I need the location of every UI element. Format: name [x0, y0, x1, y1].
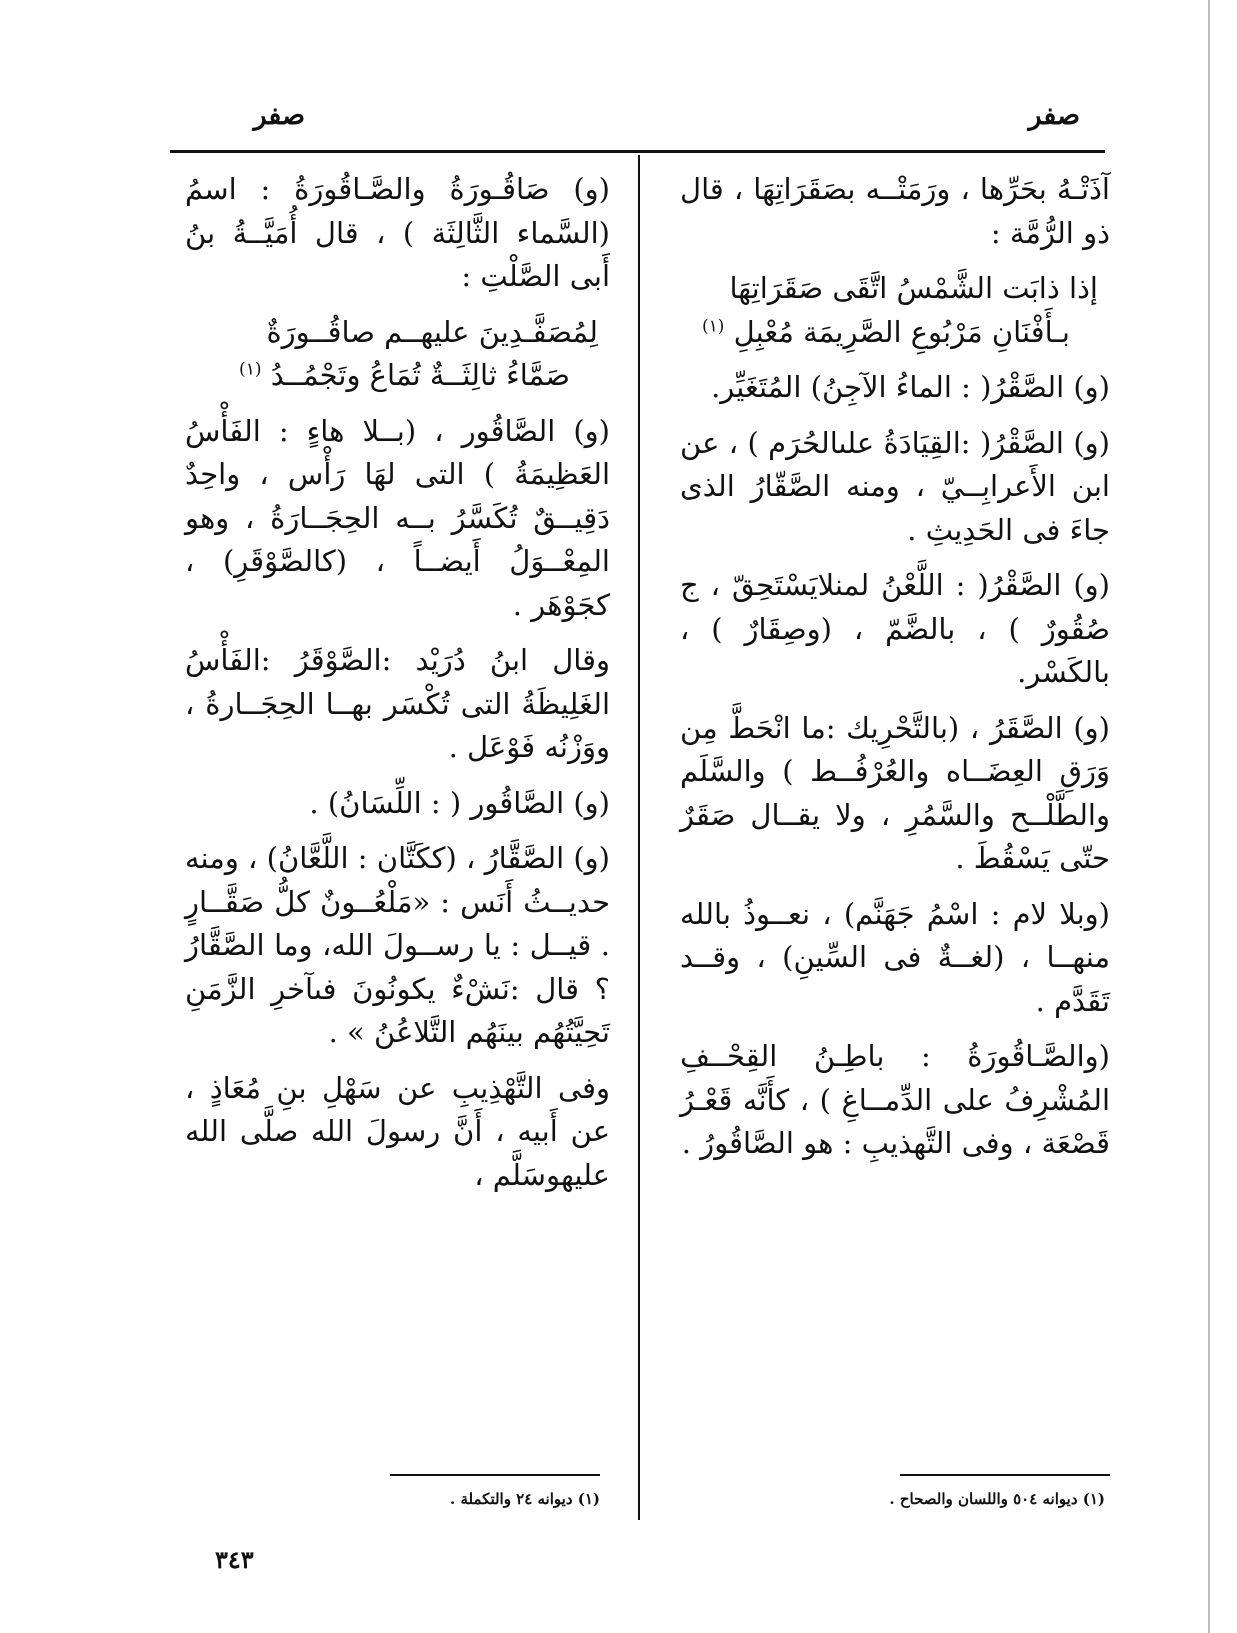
right-paragraph-2: (و) الصَّقْرُ( : الماءُ الآجِنُ) المُتَغَيِّر.	[711, 370, 1110, 404]
left-verse-line-1: لِمُصَفَّـدِينَ عليهــم صاقُــورَةٌ	[266, 314, 598, 349]
left-verse-line-2	[185, 354, 610, 398]
column-divider	[638, 155, 640, 1520]
right-paragraph-5: (و) الصَّقَرُ ، (بالتَّحْرِيك :ما انْحَطَّ مِن وَرَقِ العِضَــاه والعُرْفُــط ) والسَّلَم والطَّلْــح والسَّمُرِ ، ولا يقــال صَقَرٌ حتّى يَسْقُطَ .	[680, 710, 1110, 875]
header-word-right: صفر	[1028, 100, 1080, 131]
right-paragraph-7: (والصَّـاقُورَةُ : باطِـنُ القِحْــفِ المُشْرِفُ على الدِّمــاغِ ) ، كأَنَّه قَعْـرُ قَصْعَة ، وفى التَّهذيبِ : هو الصَّاقُورُ .	[680, 1039, 1110, 1160]
footnote-rule-right	[900, 1474, 1110, 1476]
right-verse-line-1: إذا ذابَت الشَّمْسُ اتَّقَى صَقَرَاتِهَا	[729, 271, 1098, 305]
left-paragraph-2: (و) الصَّاقُور ، (بــلا هاءٍ : الفَأْسُ العَظِيمَةُ ) التى لهَا رَأْس ، واحِدٌ دَقِيــقٌ تُكَسَّرُ بــه الحِجَــارَةُ ، وهو المِعْــوَلُ أَيضــاً ، (كالصَّوْقَرِ) ، كجَوْهَر .	[185, 413, 610, 622]
right-verse-line-2-text: بـأَفْنَانِ مَرْبُوعِ الصَّرِيمَة مُعْبِلِ	[733, 314, 1070, 349]
footnote-left: (١) ديوانه ٢٤ والتكملة .	[450, 1490, 600, 1508]
left-footnote-marker: (١)	[239, 359, 262, 380]
right-paragraph-1: آذَتْـهُ بحَرِّها ، ورَمَتْــه بصَقَرَاتِهَا ، قال ذو الرُّمَّة :	[680, 172, 1110, 250]
left-paragraph-5: (و) الصَّقَّارُ ، (ككَتَّان : اللَّعَّانُ) ، ومنه حديــثُ أَنَس : «مَلْعُــونٌ كلُّ صَقَّــارٍ . قيــل : يا رســولَ الله، وما الصَّقَّارُ ؟ قال :نَشْءٌ يكونُونَ فىآخرِ الزَّمَنِ تَحِيَّتُهُم بينَهُم التَّلاعُنُ » .	[185, 841, 610, 1049]
page-number: ٣٤٣	[215, 1545, 254, 1574]
left-paragraph-6: وفى التَّهْذِيبِ عن سَهْلِ بنِ مُعَاذٍ ، عن أَبيه ، أَنَّ رسولَ الله صلَّى الله عليهوسَلَّم ،	[185, 1070, 610, 1192]
right-paragraph-4: (و) الصَّقْرُ( : اللَّعْنُ لمنلايَسْتَحِقّ ، ج صُقُورٌ ) ، بالضَّمّ ، (وصِقَارٌ ) ، بالكَسْر.	[680, 568, 1110, 689]
footnote-rule-left	[390, 1474, 600, 1476]
left-paragraph-1: (و) صَاقُـورَةُ والصَّـاقُورَةُ : اسمُ (السَّماء الثَّالِثَة ) ، قال أُمَيَّــةُ بنُ أَبى الصَّلْتِ :	[185, 172, 610, 293]
left-paragraph-3: وقال ابنُ دُرَيْد :الصَّوْقَرُ :الفَأْسُ الغَلِيظَةُ التى تُكْسَر بهــا الحِجَــارةُ ، ووَزْنُه فَوْعَل .	[185, 643, 610, 764]
left-paragraph-4: (و) الصَّاقُور ( : اللِّسَانُ) .	[309, 785, 610, 820]
left-verse-line-2-text: صَمَّاءُ ثالِثَــةٌ تُمَاعُ وتَجْمُــدُ	[270, 358, 570, 392]
right-paragraph-6: (وبلا لام : اسْمُ جَهَنَّم) ، نعــوذُ بالله منهــا ، (لغــةٌ فى السِّينِ) ، وقــد تَقَدَّم .	[680, 896, 1110, 1018]
footnote-right: (١) ديوانه ٥٠٤ واللسان والصحاح .	[889, 1490, 1105, 1508]
right-footnote-marker: (١)	[701, 315, 725, 336]
header-rule	[170, 150, 1105, 153]
right-column	[680, 168, 1110, 1178]
right-verse-line-2	[680, 311, 1110, 355]
left-column	[185, 168, 610, 1209]
page-edge-line	[1208, 0, 1210, 1633]
right-paragraph-3: (و) الصَّقْرُ( :القِيَادَةُ علىالحُرَم ) ، عن ابن الأَعرابِــيّ ، ومنه الصَّقّارُ الذى جاءَ فى الحَدِيثِ .	[680, 425, 1110, 547]
header-word-left: صفر	[253, 100, 305, 131]
